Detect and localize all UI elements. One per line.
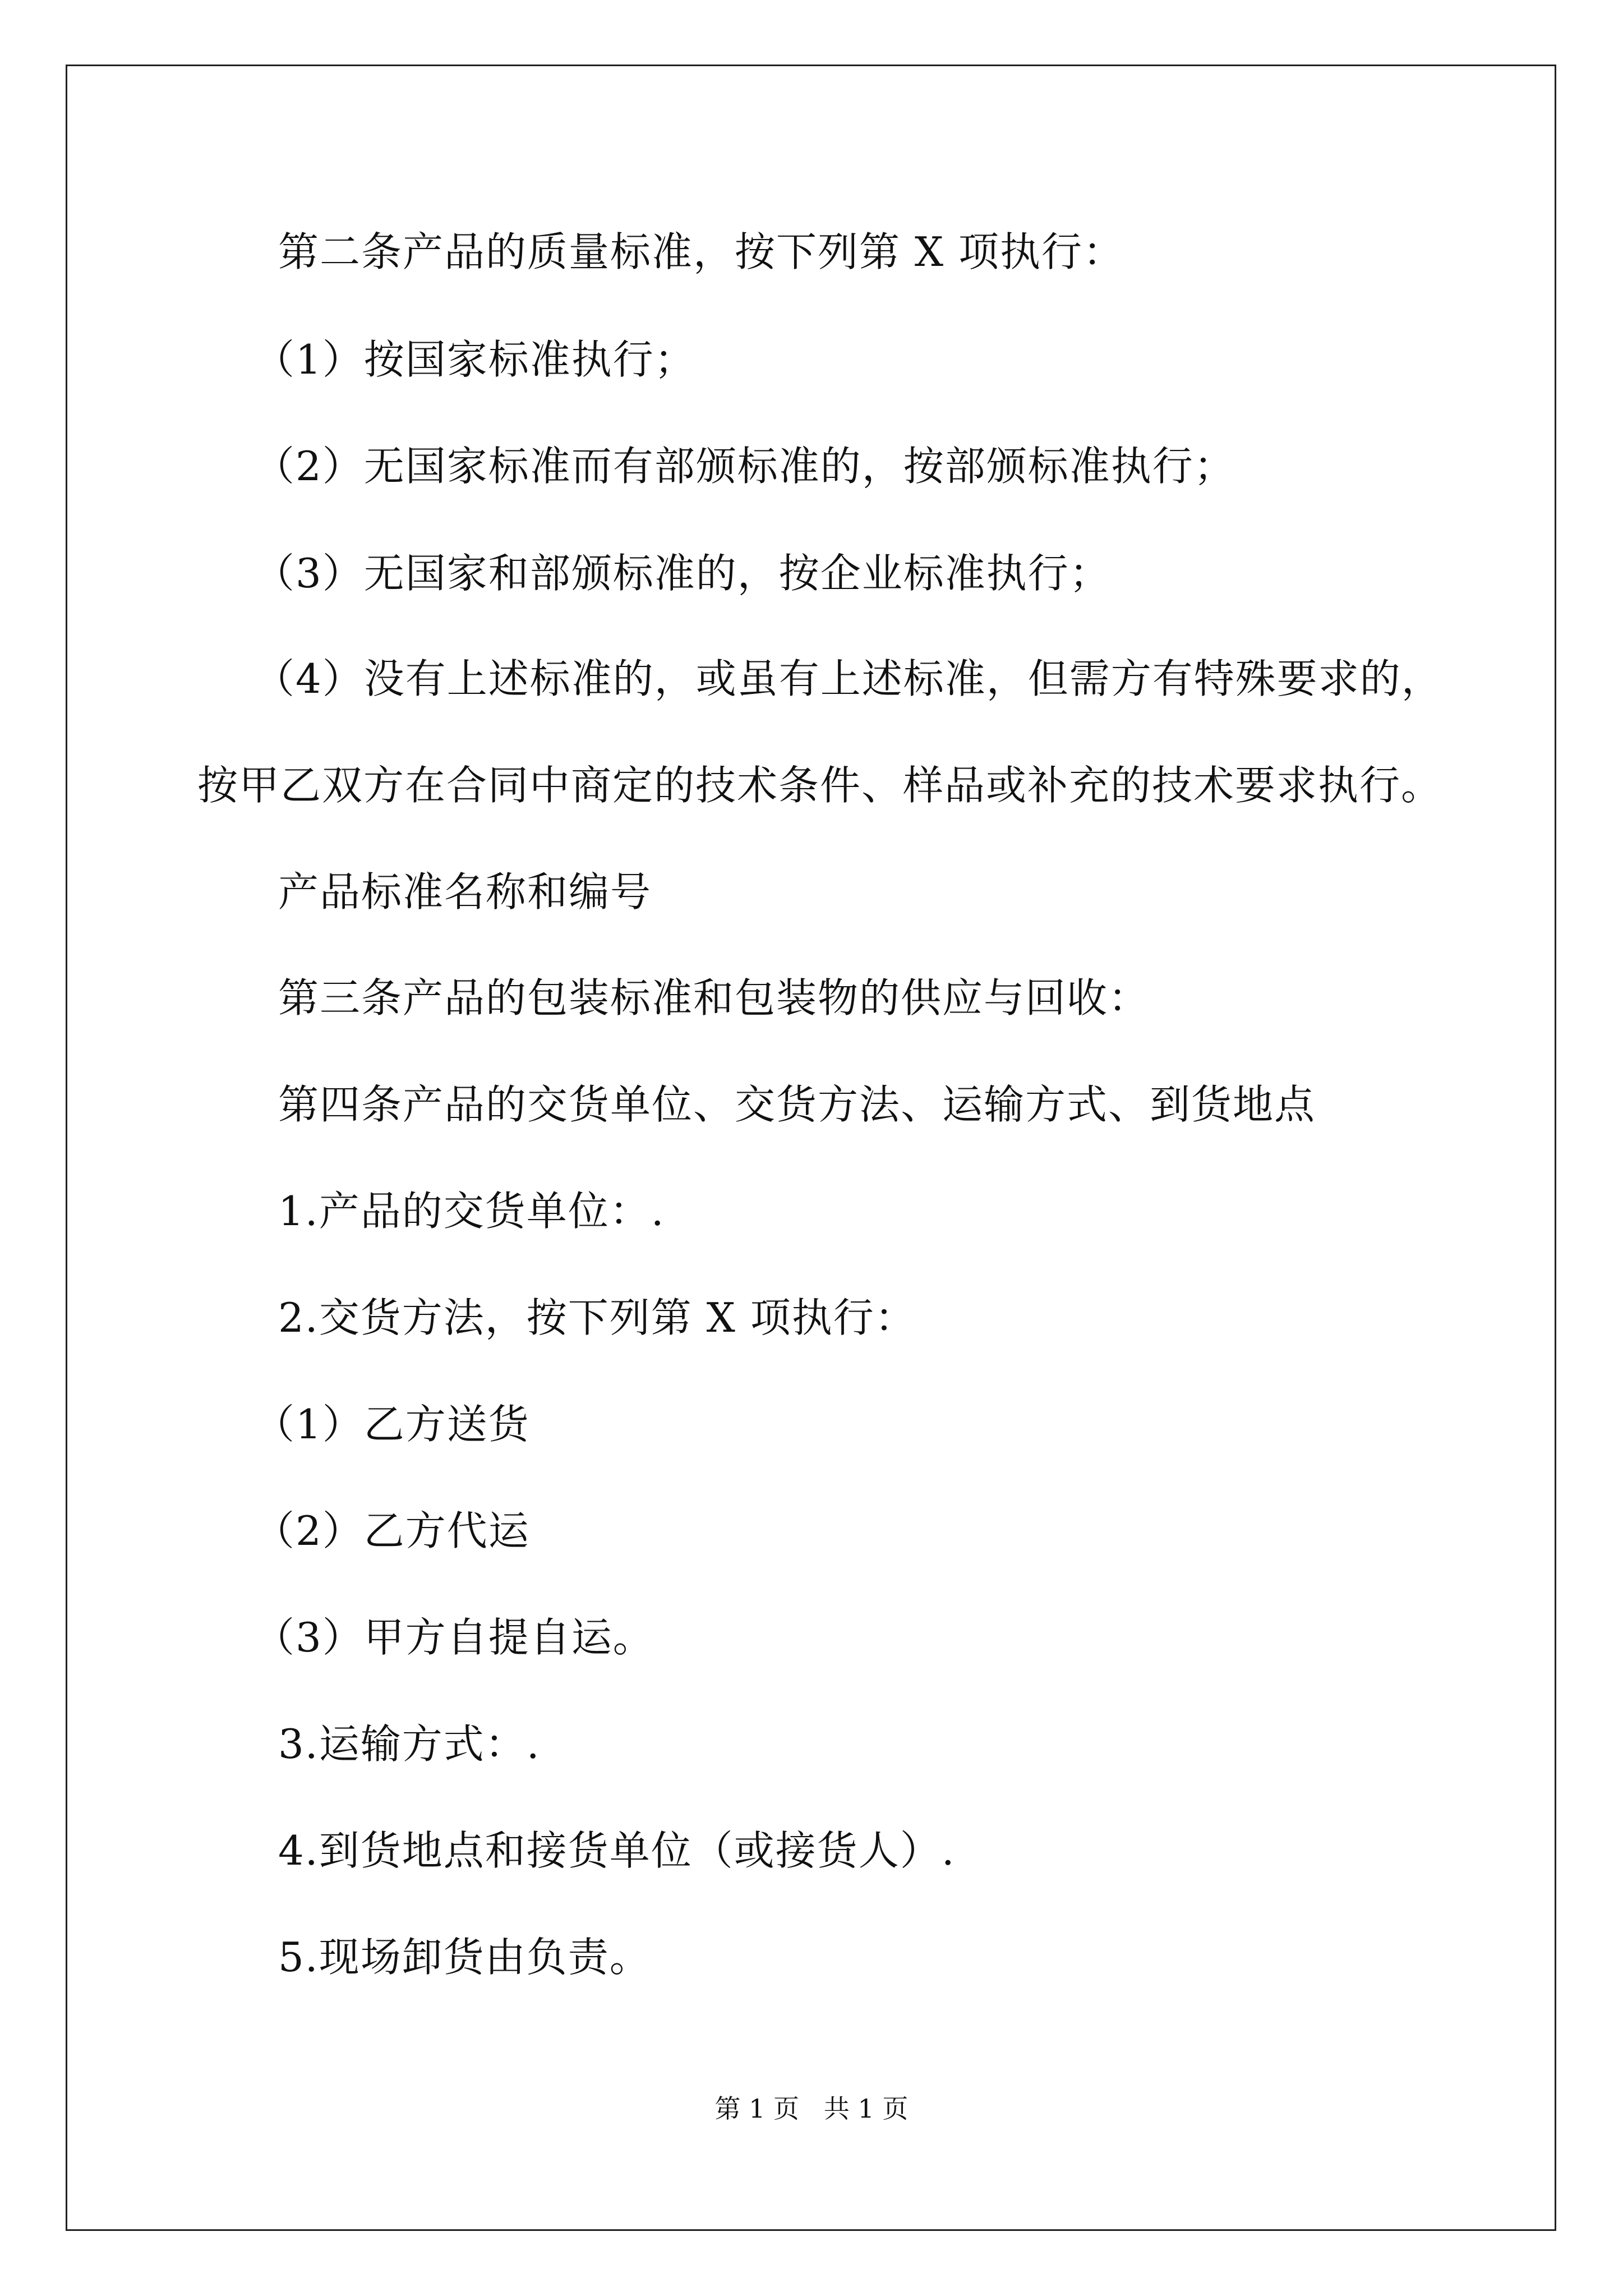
standard-name-label: 产品标准名称和编号 bbox=[278, 868, 652, 915]
clause-4-item-1: 1.产品的交货单位：. bbox=[278, 1188, 665, 1235]
delivery-option-1: （1）乙方送货 bbox=[254, 1401, 530, 1448]
page-number-footer: 第 1 页 共 1 页 bbox=[714, 2093, 909, 2124]
clause-4-item-2: 2.交货方法，按下列第 X 项执行： bbox=[278, 1294, 916, 1341]
page-border bbox=[66, 65, 1556, 2231]
clause-4-item-4: 4.到货地点和接货单位（或接货人）. bbox=[278, 1827, 956, 1874]
clause-2-item-3: （3）无国家和部颁标准的，按企业标准执行； bbox=[254, 550, 1111, 597]
delivery-option-2: （2）乙方代运 bbox=[254, 1507, 530, 1554]
clause-2-item-2: （2）无国家标准而有部颁标准的，按部颁标准执行； bbox=[254, 443, 1235, 490]
clause-4-item-3: 3.运输方式：. bbox=[278, 1720, 541, 1768]
delivery-option-3: （3）甲方自提自运。 bbox=[254, 1614, 654, 1661]
clause-2-heading: 第二条产品的质量标准，按下列第 X 项执行： bbox=[278, 228, 1125, 275]
clause-4-heading: 第四条产品的交货单位、交货方法、运输方式、到货地点 bbox=[278, 1081, 1316, 1128]
clause-2-item-4-continued: 按甲乙双方在合同中商定的技术条件、样品或补充的技术要求执行。 bbox=[197, 762, 1443, 809]
clause-4-item-5: 5.现场卸货由负责。 bbox=[278, 1934, 651, 1981]
clause-2-item-1: （1）按国家标准执行； bbox=[254, 336, 696, 383]
clause-3-heading: 第三条产品的包装标准和包装物的供应与回收： bbox=[278, 974, 1150, 1022]
clause-2-item-4: （4）没有上述标准的，或虽有上述标准，但需方有特殊要求的， bbox=[254, 655, 1443, 702]
